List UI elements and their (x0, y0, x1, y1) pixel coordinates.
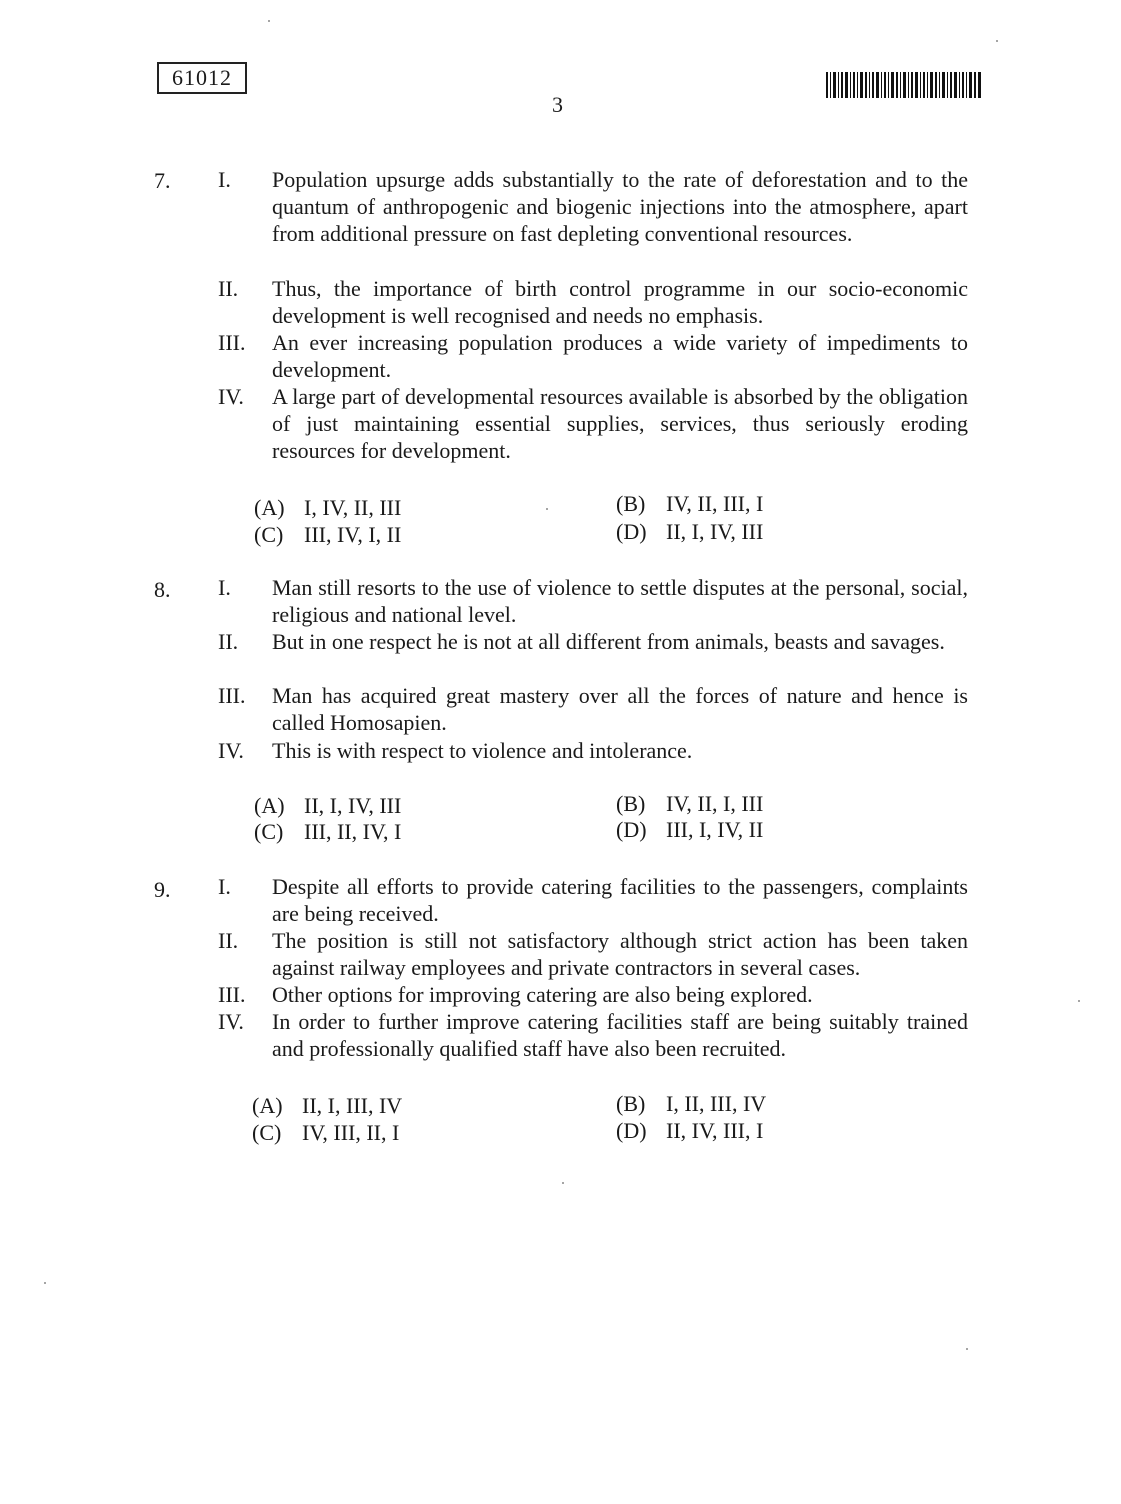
option-label: (B) (616, 1091, 646, 1116)
statement-ii (218, 927, 968, 981)
statement-roman: III. (218, 330, 246, 355)
statement-text: The position is still not satisfactory although strict action has been taken against railway employees and private contractors in several cases. (272, 928, 968, 980)
statement-iv (218, 383, 968, 464)
option-text: II, I, IV, III (304, 793, 402, 818)
statement-text: In order to further improve catering facilities staff are being suitably trained and professionally qualified staff have also been recruited. (272, 1009, 968, 1061)
statement-roman: I. (218, 874, 231, 899)
option-text: IV, II, I, III (666, 791, 764, 816)
question-number: 7. (154, 168, 171, 193)
statement-text: Man still resorts to the use of violence to settle disputes at the personal, social, religious and national level. (272, 575, 968, 627)
scan-speck (966, 1348, 968, 1350)
statement-text: But in one respect he is not at all different from animals, beasts and savages. (272, 629, 945, 654)
option-text: I, IV, II, III (304, 495, 402, 520)
option-text: IV, III, II, I (302, 1120, 400, 1145)
option-d[interactable] (616, 1117, 763, 1145)
statement-text: Despite all efforts to provide catering facilities to the passengers, complaints are being received. (272, 874, 968, 926)
option-label: (D) (616, 1118, 647, 1143)
statement-iii (218, 981, 968, 1008)
option-label: (D) (616, 817, 647, 842)
scan-speck (44, 1282, 46, 1284)
option-text: I, II, III, IV (666, 1091, 767, 1116)
option-a[interactable] (254, 494, 401, 522)
scan-speck (996, 40, 998, 42)
statement-iv (218, 737, 968, 764)
option-c[interactable] (254, 818, 401, 846)
option-text: II, I, III, IV (302, 1093, 403, 1118)
statement-roman: III. (218, 683, 246, 708)
statement-roman: IV. (218, 1009, 244, 1034)
statement-text: A large part of developmental resources available is absorbed by the obligation of just maintaining essential supplies, services, thus seriously eroding resources for development. (272, 384, 968, 463)
option-c[interactable] (252, 1119, 399, 1147)
option-text: III, II, IV, I (304, 819, 402, 844)
option-label: (B) (616, 791, 646, 816)
option-d[interactable] (616, 816, 763, 844)
option-a[interactable] (252, 1092, 402, 1120)
option-b[interactable] (616, 1090, 766, 1118)
paper-code-box: 61012 (157, 62, 247, 94)
option-text: IV, II, III, I (666, 491, 764, 516)
option-label: (D) (616, 519, 647, 544)
option-b[interactable] (616, 790, 763, 818)
statement-ii (218, 628, 968, 655)
scan-speck (1078, 1000, 1080, 1002)
statement-i (218, 574, 968, 628)
statement-iv (218, 1008, 968, 1062)
option-d[interactable] (616, 518, 763, 546)
question-number: 9. (154, 877, 171, 902)
statement-roman: III. (218, 982, 246, 1007)
option-label: (C) (254, 819, 284, 844)
statement-iii (218, 682, 968, 736)
option-label: (C) (252, 1120, 282, 1145)
option-label: (A) (254, 793, 285, 818)
statement-iii (218, 329, 968, 383)
statement-text: Population upsurge adds substantially to the rate of deforestation and to the quantum of anthropogenic and biogenic injections into the atmosphere, apart from additional pressure on fast depleting conventional resources. (272, 167, 968, 246)
option-text: III, I, IV, II (666, 817, 764, 842)
barcode (826, 72, 982, 98)
statement-roman: II. (218, 928, 239, 953)
statement-text: Man has acquired great mastery over all the forces of nature and hence is called Homosapien. (272, 683, 968, 735)
statement-roman: I. (218, 167, 231, 192)
option-label: (B) (616, 491, 646, 516)
statement-text: This is with respect to violence and intolerance. (272, 738, 693, 763)
statement-i (218, 166, 968, 247)
statement-roman: IV. (218, 384, 244, 409)
statement-roman: IV. (218, 738, 244, 763)
statement-text: An ever increasing population produces a wide variety of impediments to development. (272, 330, 968, 382)
option-label: (A) (252, 1093, 283, 1118)
page-number: 3 (552, 92, 563, 117)
option-a[interactable] (254, 792, 401, 820)
question-number: 8. (154, 577, 171, 602)
statement-text: Other options for improving catering are also being explored. (272, 982, 813, 1007)
statement-roman: II. (218, 276, 239, 301)
option-text: II, IV, III, I (666, 1118, 764, 1143)
statement-i (218, 873, 968, 927)
statement-ii (218, 275, 968, 329)
option-text: III, IV, I, II (304, 522, 402, 547)
statement-roman: II. (218, 629, 239, 654)
option-text: II, I, IV, III (666, 519, 764, 544)
scan-speck (546, 508, 548, 510)
option-c[interactable] (254, 521, 401, 549)
statement-roman: I. (218, 575, 231, 600)
scan-speck (562, 1182, 564, 1184)
option-label: (C) (254, 522, 284, 547)
statement-text: Thus, the importance of birth control programme in our socio-economic development is well recognised and needs no emphasis. (272, 276, 968, 328)
option-b[interactable] (616, 490, 763, 518)
scan-speck (268, 20, 270, 22)
option-label: (A) (254, 495, 285, 520)
